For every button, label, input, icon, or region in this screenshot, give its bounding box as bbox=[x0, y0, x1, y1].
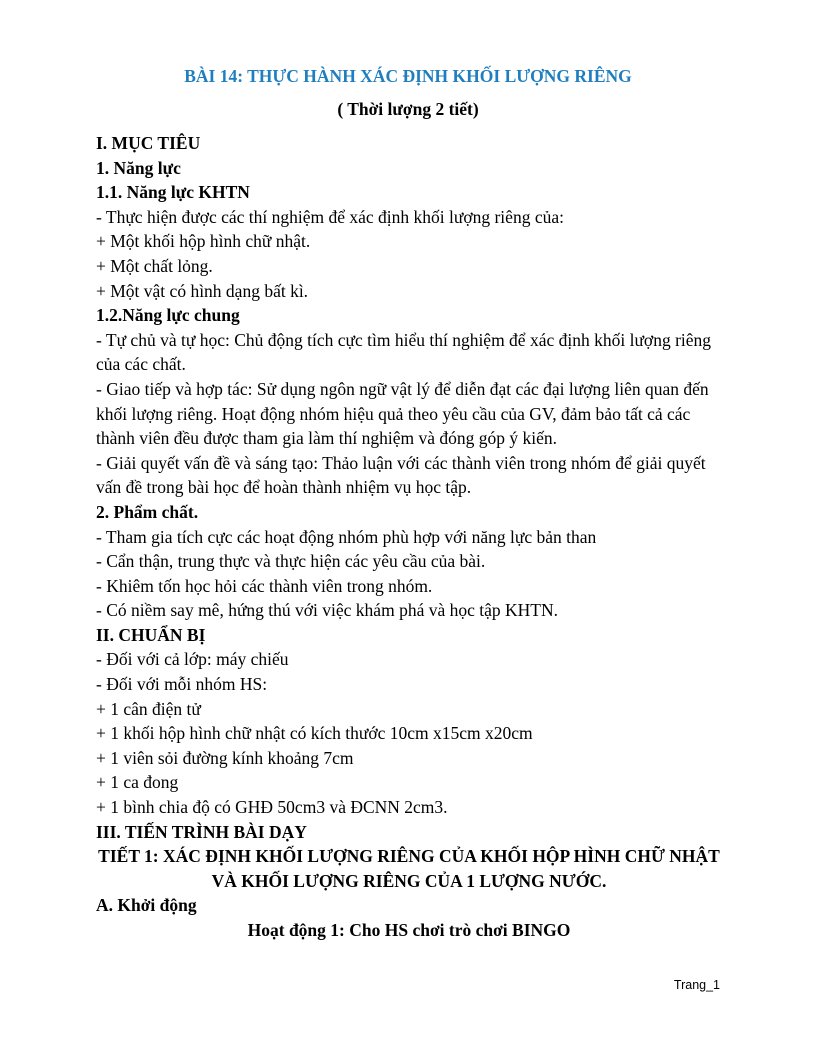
body-line: + 1 bình chia độ có GHĐ 50cm3 và ĐCNN 2cm3. bbox=[96, 797, 448, 818]
subsection-heading-general: 1.2.Năng lực chung bbox=[96, 305, 240, 326]
subsection-heading-warmup: A. Khởi động bbox=[96, 895, 197, 916]
body-paragraph: - Giải quyết vấn đề và sáng tạo: Thảo luận với các thành viên trong nhóm để giải quyết vấn đề trong bài học để hoàn thành nhiệm vụ học tập. bbox=[96, 452, 706, 498]
body-line: + Một chất lỏng. bbox=[96, 255, 213, 276]
body-line: + 1 cân điện tử bbox=[96, 698, 201, 719]
body-line: - Khiêm tốn học hỏi các thành viên trong nhóm. bbox=[96, 575, 433, 596]
body-line: - Đối với mỗi nhóm HS: bbox=[96, 674, 268, 695]
period-heading: TIẾT 1: XÁC ĐỊNH KHỐI LƯỢNG RIÊNG CỦA KHỐI HỘP HÌNH CHỮ NHẬT VÀ KHỐI LƯỢNG RIÊNG CỦA 1 LƯỢNG NƯỚC. bbox=[98, 846, 720, 891]
body-line: + 1 khối hộp hình chữ nhật có kích thước 10cm x15cm x20cm bbox=[96, 723, 533, 744]
subsection-heading-competence: 1. Năng lực bbox=[96, 157, 181, 178]
body-line: + 1 ca đong bbox=[96, 772, 179, 793]
body-line: + Một vật có hình dạng bất kì. bbox=[96, 280, 309, 301]
body-line: + 1 viên sỏi đường kính khoảng 7cm bbox=[96, 747, 354, 768]
lesson-duration: ( Thời lượng 2 tiết) bbox=[337, 99, 479, 119]
body-line: - Tham gia tích cực các hoạt động nhóm phù hợp với năng lực bản than bbox=[96, 526, 597, 547]
body-line: + Một khối hộp hình chữ nhật. bbox=[96, 231, 311, 252]
body-paragraph: - Giao tiếp và hợp tác: Sử dụng ngôn ngữ vật lý để diễn đạt các đại lượng liên quan đến khối lượng riêng. Hoạt động nhóm hiệu quả theo yêu cầu của GV, đảm bảo tất cả các thành viên đều được tham gia làm thí nghiệm và đóng góp ý kiến. bbox=[96, 378, 709, 449]
body-line: - Có niềm say mê, hứng thú với việc khám phá và học tập KHTN. bbox=[96, 600, 558, 621]
lesson-title: BÀI 14: THỰC HÀNH XÁC ĐỊNH KHỐI LƯỢNG RIÊNG bbox=[184, 66, 632, 86]
body-line: - Cẩn thận, trung thực và thực hiện các yêu cầu của bài. bbox=[96, 551, 486, 572]
body-line: - Thực hiện được các thí nghiệm để xác định khối lượng riêng của: bbox=[96, 206, 564, 227]
activity-heading: Hoạt động 1: Cho HS chơi trò chơi BINGO bbox=[247, 920, 571, 940]
section-heading-objectives: I. MỤC TIÊU bbox=[96, 133, 201, 153]
lesson-body bbox=[96, 131, 722, 943]
subsection-heading-khtn: 1.1. Năng lực KHTN bbox=[96, 182, 250, 203]
subsection-heading-qualities: 2. Phẩm chất. bbox=[96, 501, 199, 522]
page-number: Trang_1 bbox=[673, 978, 720, 992]
body-paragraph: - Tự chủ và tự học: Chủ động tích cực tìm hiểu thí nghiệm để xác định khối lượng riêng của các chất. bbox=[96, 329, 712, 375]
body-line: - Đối với cả lớp: máy chiếu bbox=[96, 649, 289, 670]
section-heading-preparation: II. CHUẨN BỊ bbox=[96, 624, 206, 645]
section-heading-procedure: III. TIẾN TRÌNH BÀI DẠY bbox=[96, 821, 307, 842]
